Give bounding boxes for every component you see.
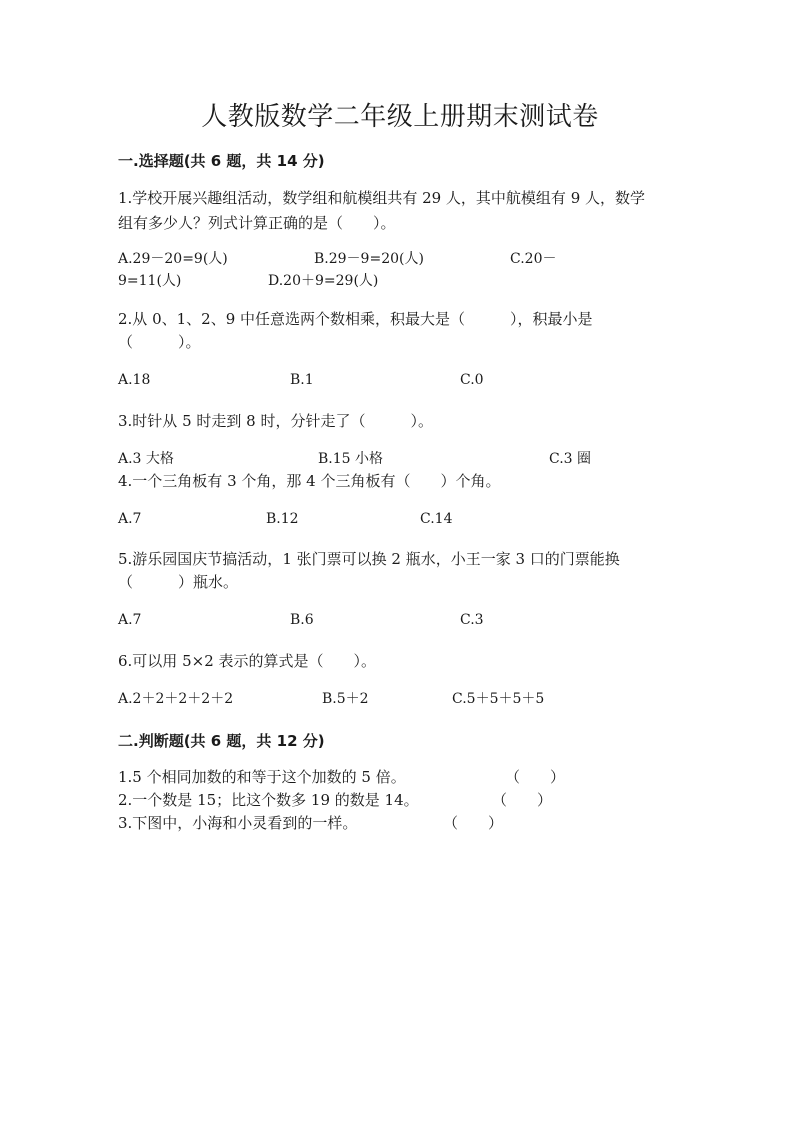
question-5-line-1: 5.游乐园国庆节搞活动，1 张门票可以换 2 瓶水，小王一家 3 口的门票能换 (118, 550, 620, 568)
judgement-item-3-text: 3.下图中，小海和小灵看到的一样。 (118, 814, 358, 832)
question-5-option-a: A.7 (118, 612, 142, 628)
question-3-option-a: A.3 大格 (118, 451, 174, 467)
question-3-option-c: C.3 圈 (549, 451, 592, 467)
page-title: 人教版数学二年级上册期末测试卷 (201, 102, 599, 132)
question-5-option-b: B.6 (290, 612, 314, 628)
question-3-option-b: B.15 小格 (318, 451, 384, 467)
question-1-option-b: B.29－9=20(人) (314, 251, 424, 267)
judgement-item-1-answer-blank: （ ） (505, 768, 566, 786)
question-2-option-a: A.18 (118, 372, 151, 388)
judgement-item-2-answer-blank: （ ） (492, 791, 553, 809)
question-2-line-1: 2.从 0、1、2、9 中任意选两个数相乘，积最大是（ ），积最小是 (118, 310, 593, 328)
question-1-line-2: 组有多少人？列式计算正确的是（ ）。 (118, 214, 396, 232)
question-2-line-2: （ ）。 (118, 333, 201, 351)
question-3-line-1: 3.时针从 5 时走到 8 时，分针走了（ ）。 (118, 412, 433, 430)
question-5-line-2: （ ）瓶水。 (118, 573, 239, 591)
question-2-option-c: C.0 (460, 372, 484, 388)
question-4-option-a: A.7 (118, 511, 142, 527)
question-6-line-1: 6.可以用 5×2 表示的算式是（ ）。 (118, 652, 377, 670)
question-4-option-b: B.12 (266, 511, 299, 527)
question-4-line-1: 4.一个三角板有 3 个角，那 4 个三角板有（ ）个角。 (118, 472, 501, 490)
question-1-line-1: 1.学校开展兴趣组活动，数学组和航模组共有 29 人，其中航模组有 9 人，数学 (118, 189, 646, 207)
question-1-option-c-cont: 9=11(人) (118, 273, 182, 289)
section-heading-judgement: 二.判断题(共 6 题，共 12 分) (118, 732, 325, 750)
question-6-option-c: C.5＋5＋5＋5 (452, 691, 545, 707)
judgement-item-3-answer-blank: （ ） (443, 814, 504, 832)
judgement-item-1-text: 1.5 个相同加数的和等于这个加数的 5 倍。 (118, 768, 406, 786)
question-5-option-c: C.3 (460, 612, 484, 628)
question-2-option-b: B.1 (290, 372, 314, 388)
question-1-option-a: A.29－20=9(人) (118, 251, 228, 267)
question-1-option-c: C.20－ (510, 251, 557, 267)
question-4-option-c: C.14 (420, 511, 453, 527)
question-6-option-a: A.2＋2＋2＋2＋2 (118, 691, 234, 707)
judgement-item-2-text: 2.一个数是 15；比这个数多 19 的数是 14。 (118, 791, 419, 809)
question-1-option-d: D.20＋9=29(人) (268, 273, 379, 289)
question-6-option-b: B.5＋2 (322, 691, 369, 707)
section-heading-choice: 一.选择题(共 6 题，共 14 分) (118, 152, 325, 170)
